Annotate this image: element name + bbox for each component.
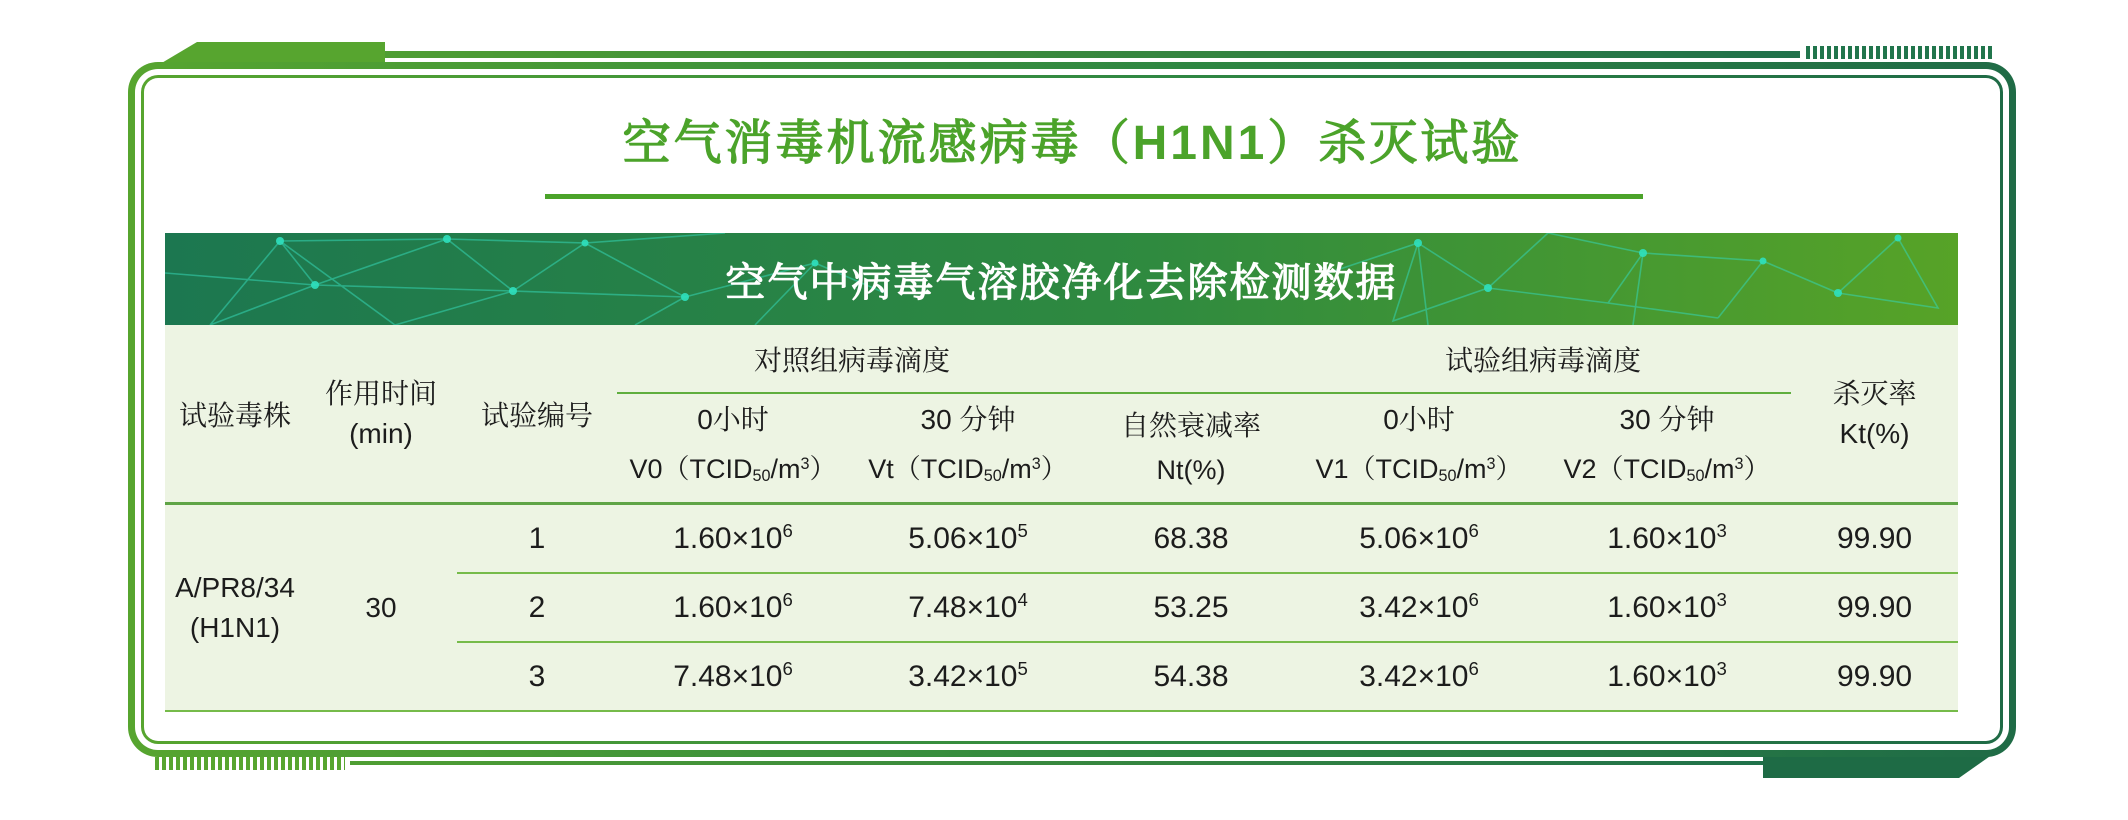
banner-title: 空气中病毒气溶胶净化去除检测数据 bbox=[725, 260, 1398, 305]
vt-value-cell: $5.06\times 10^5$ bbox=[908, 520, 1028, 556]
nt-value-cell: 54.38 bbox=[1087, 642, 1295, 711]
strain-line1: A/PR8/34 bbox=[175, 571, 295, 603]
header-kill-rate-line1: 杀灭率 bbox=[1832, 377, 1917, 409]
v2-value-cell: $1.60\times 10^3$ bbox=[1543, 573, 1791, 642]
test-number-cell: 3 bbox=[457, 642, 617, 711]
kt-value-cell: 99.90 bbox=[1791, 573, 1958, 642]
vt-value-cell: $3.42\times 10^5$ bbox=[849, 642, 1087, 711]
header-kill-rate bbox=[1791, 325, 1958, 504]
v0-value-cell: $7.48\times 10^6$ bbox=[617, 642, 849, 711]
header-v1: 0小时 $V1(TCID_{50}/m^3)$ bbox=[1295, 393, 1543, 504]
v1-value-cell: $3.42\times 10^6$ bbox=[1295, 642, 1543, 711]
header-action-time-line2: (min) bbox=[349, 417, 413, 449]
header-v2: 30 分钟 $V2(TCID_{50}/m^3)$ bbox=[1543, 393, 1791, 504]
vt-value-cell: $7.48\times 10^4$ bbox=[849, 573, 1087, 642]
strain-cell bbox=[165, 504, 305, 712]
test-number-cell: 2 bbox=[457, 573, 617, 642]
header-kill-rate-line2: Kt(%) bbox=[1839, 417, 1910, 449]
header-action-time bbox=[305, 325, 457, 504]
kt-value-cell: 99.90 bbox=[1836, 521, 1913, 555]
header-group-test: 试验组病毒滴度 bbox=[1295, 325, 1791, 393]
top-left-trapezoid-decoration bbox=[160, 42, 385, 64]
v2-value-cell: $1.60\times 10^3$ bbox=[1543, 642, 1791, 711]
test-number-cell: 1 bbox=[528, 521, 546, 555]
header-action-time-line1: 作用时间 bbox=[324, 377, 437, 409]
page-title: 空气消毒机流感病毒（H1N1）杀灭试验 bbox=[622, 117, 1523, 170]
v0-value-cell: $1.60\times 10^6$ bbox=[617, 573, 849, 642]
section-banner bbox=[165, 233, 1958, 325]
strain-line2: (H1N1) bbox=[189, 611, 281, 643]
bottom-left-barcode-decoration bbox=[155, 757, 345, 770]
v1-value-cell: $5.06\times 10^6$ bbox=[1359, 520, 1479, 556]
nt-value-cell: 53.25 bbox=[1087, 573, 1295, 642]
v0-value-cell: $1.60\times 10^6$ bbox=[673, 520, 793, 556]
bottom-edge-line-decoration bbox=[350, 761, 1763, 765]
table-section bbox=[165, 325, 1958, 712]
table-body bbox=[165, 504, 1958, 712]
header-v0: 0小时 $V0(TCID_{50}/m^3)$ bbox=[617, 393, 849, 504]
title-underline bbox=[545, 194, 1643, 199]
header-group-control: 对照组病毒滴度 bbox=[617, 325, 1087, 393]
top-edge-bar-decoration bbox=[385, 51, 1800, 58]
v2-value-cell: $1.60\times 10^3$ bbox=[1607, 520, 1727, 556]
kt-value-cell: 99.90 bbox=[1791, 642, 1958, 711]
top-right-barcode-decoration bbox=[1806, 46, 1992, 59]
nt-value-cell: 68.38 bbox=[1153, 521, 1229, 555]
header-vt: 30 分钟 $Vt(TCID_{50}/m^3)$ bbox=[849, 393, 1087, 504]
v1-value-cell: $3.42\times 10^6$ bbox=[1295, 573, 1543, 642]
action-time-cell: 30 bbox=[305, 504, 457, 712]
data-table bbox=[165, 325, 1958, 712]
header-virus-strain: 试验毒株 bbox=[165, 325, 305, 504]
header-natural-decay: 自然衰减率 Nt(%) bbox=[1087, 393, 1295, 504]
header-test-number: 试验编号 bbox=[457, 325, 617, 504]
table-row bbox=[165, 504, 1958, 574]
header-group-decay-spacer bbox=[1087, 325, 1295, 393]
